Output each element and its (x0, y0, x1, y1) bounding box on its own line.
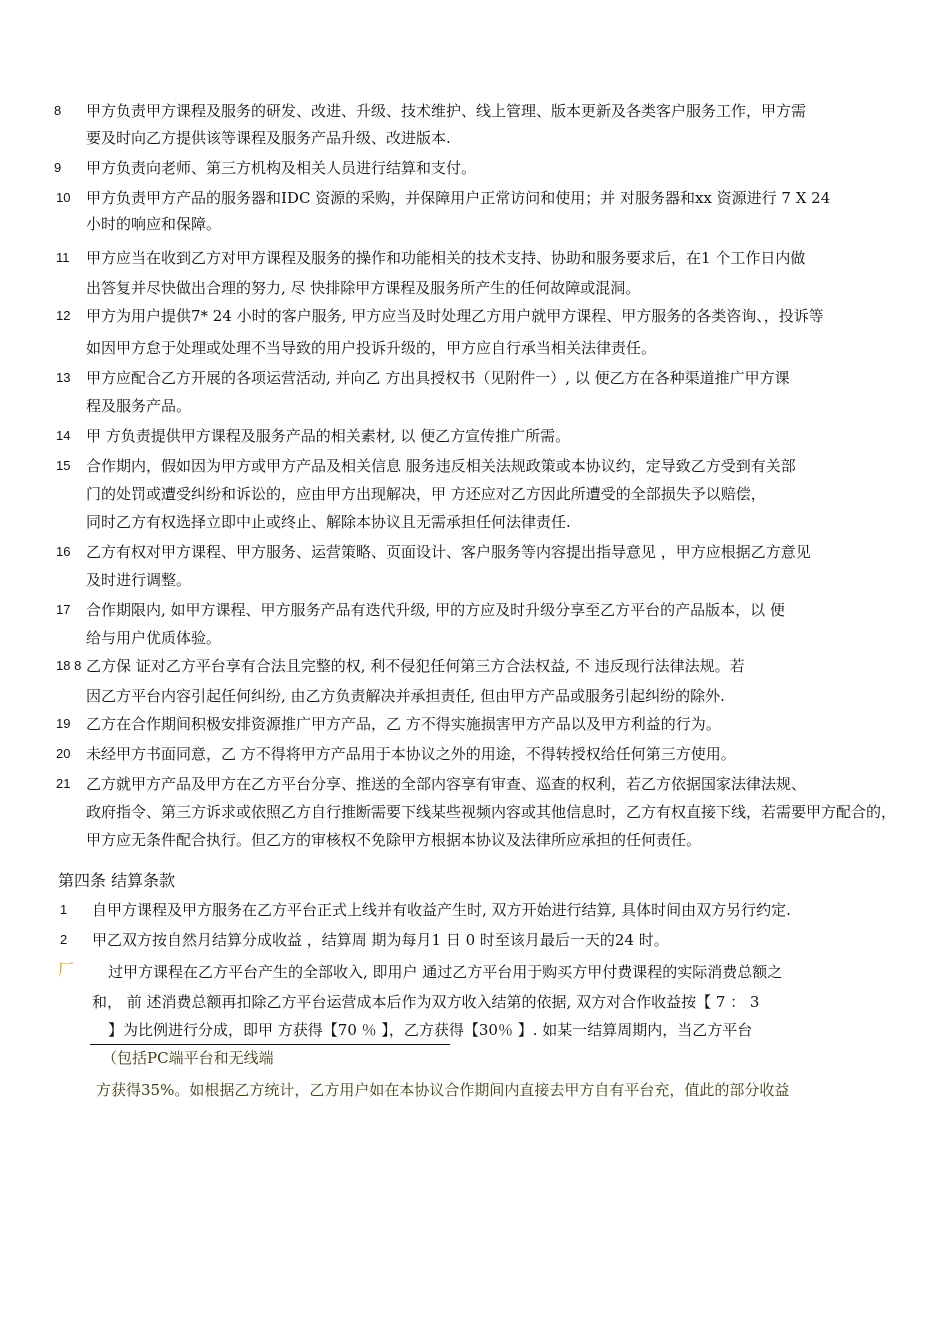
clause-text-line: 甲方为用户提供7* 24 小时的客户服务, 甲方应当及时处理乙方用户就甲方课程、甲方服务的各类咨询、，投诉等 (86, 307, 824, 325)
underline-rule (90, 1044, 450, 1045)
clause-number: 19 (56, 716, 71, 731)
clause-text-line: 甲乙双方按自然月结算分成收益 ，结算周 期为每月1 日 0 时至该月最后一天的24 时。 (92, 931, 669, 949)
clause-text-line: 合作期限内, 如甲方课程、甲方服务产品有迭代升级, 甲的方应及时升级分享至乙方平台的产品版本，以 便 (86, 601, 785, 619)
clause-text-line: 程及服务产品。 (86, 397, 192, 415)
clause-text-line: 及时进行调整。 (86, 571, 192, 589)
clause-text-line: 未经甲方书面同意，乙 方不得将甲方产品用于本协议之外的用途，不得转授权给任何第三方使用。 (86, 745, 736, 763)
clause-number: 17 (56, 602, 71, 617)
clause-text-line: 甲方负责甲方产品的服务器和IDC 资源的采购，并保障用户正常访问和使用；并 对服务器和xx 资源进行 7 X 24 (86, 189, 831, 207)
clause-text-line: （包括PC端平台和无线端 (102, 1049, 274, 1067)
clause-text-line: 乙方有权对甲方课程、甲方服务、运营策略、页面设计、客户服务等内容提出指导意见 ，甲方应根据乙方意见 (86, 543, 811, 561)
clause-text-line: 同时乙方有权选择立即中止或终止、解除本协议且无需承担任何法律责任. (86, 513, 571, 531)
clause-text-line: 政府指令、第三方诉求或依照乙方自行推断需要下线某些视频内容或其他信息时，乙方有权直接下线，若需要甲方配合的， (86, 803, 897, 821)
clause-text-line: 甲方负责甲方课程及服务的研发、改进、升级、技术维护、线上管理、版本更新及各类客户服务工作，甲方需 (86, 102, 807, 120)
clause-text-line: 合作期内，假如因为甲方或甲方产品及相关信息 服务违反相关法规政策或本协议约，定导致乙方受到有关部 (86, 457, 796, 475)
clause-text-line: 小时的响应和保障。 (86, 215, 222, 233)
clause-number: 14 (56, 428, 71, 443)
clause-number: 18 8 (56, 658, 82, 673)
clause-number: 16 (56, 544, 71, 559)
article-heading: 第四条 结算条款 (58, 871, 176, 890)
clause-text-line: 如因甲方怠于处理或处理不当导致的用户投诉升级的，甲方应自行承当相关法律责任。 (86, 339, 657, 357)
clause-number: 10 (56, 190, 71, 205)
clause-text-line: 方获得35%。如根据乙方统计，乙方用户如在本协议合作期间内直接去甲方自有平台充，值此的部分收益 (96, 1081, 790, 1099)
clause-text-line: 乙方保 证对乙方平台享有合法且完整的权, 利不侵犯任何第三方合法权益, 不 违反现行法律法规。若 (86, 657, 745, 675)
clause-text-line: 出答复并尽快做出合理的努力, 尽 快排除甲方课程及服务所产生的任何故障或混洞。 (86, 279, 641, 297)
clause-number: 21 (56, 776, 71, 791)
clause-text-line: 门的处罚或遭受纠纷和诉讼的，应由甲方出现解决，甲 方还应对乙方因此所遭受的全部损失予以赔偿， (86, 485, 766, 503)
clause-text-line: 】为比例进行分成，即甲 方获得【70 ％ 】，乙方获得【30％ 】. 如某一结算周期内，当乙方平台 (108, 1021, 753, 1039)
clause-number: 11 (56, 250, 70, 265)
clause-number: 9 (54, 160, 62, 175)
clause-text-line: 乙方在合作期间积极安排资源推广甲方产品，乙 方不得实施损害甲方产品以及甲方利益的行为。 (86, 715, 721, 733)
clause-text-line: 甲方负责向老师、第三方机构及相关人员进行结算和支付。 (86, 159, 477, 177)
clause-text-line: 甲方应当在收到乙方对甲方课程及服务的操作和功能相关的技术支持、协助和服务要求后，在1 个工作日内做 (86, 249, 806, 267)
clause-text-line: 因乙方平台内容引起任何纠纷, 由乙方负责解决并承担责任, 但由甲方产品或服务引起纠纷的除外. (86, 687, 725, 705)
clause-number: 12 (56, 308, 71, 323)
clause-text-line: 自甲方课程及甲方服务在乙方平台正式上线并有收益产生时, 双方开始进行结算, 具体时间由双方另行约定. (92, 901, 791, 919)
clause-text-line: 甲方应无条件配合执行。但乙方的审核权不免除甲方根据本协议及法律所应承担的任何责任。 (86, 831, 702, 849)
clause-text-line: 乙方就甲方产品及甲方在乙方平台分享、推送的全部内容享有审查、巡查的权利，若乙方依据国家法律法规、 (86, 775, 807, 793)
clause-text-line: 过甲方课程在乙方平台产生的全部收入, 即用户 通过乙方平台用于购买方甲付费课程的实际消费总额之 (108, 963, 783, 981)
clause-text-line: 甲 方负责提供甲方课程及服务产品的相关素材, 以 便乙方宣传推广所需。 (86, 427, 571, 445)
clause-number: 20 (56, 746, 71, 761)
clause-number: 13 (56, 370, 71, 385)
clause-text-line: 要及时向乙方提供该等课程及服务产品升级、改进版本. (86, 129, 451, 147)
clause-text-line: 给与用户优质体验。 (86, 629, 222, 647)
clause-number: 1 (60, 902, 68, 917)
clause-number: 15 (56, 458, 71, 473)
clause-number: 8 (54, 103, 62, 118)
clause-number: 2 (60, 932, 68, 947)
clause-text-line: 和， 前 述消费总额再扣除乙方平台运营成本后作为双方收入结第的依据, 双方对合作收益按【 7 ： 3 (92, 993, 760, 1011)
clause-3-mark: 厂 (58, 960, 75, 979)
clause-text-line: 甲方应配合乙方开展的各项运营活动, 并向乙 方出具授权书（见附件一）, 以 便乙方在各种渠道推广甲方课 (86, 369, 790, 387)
